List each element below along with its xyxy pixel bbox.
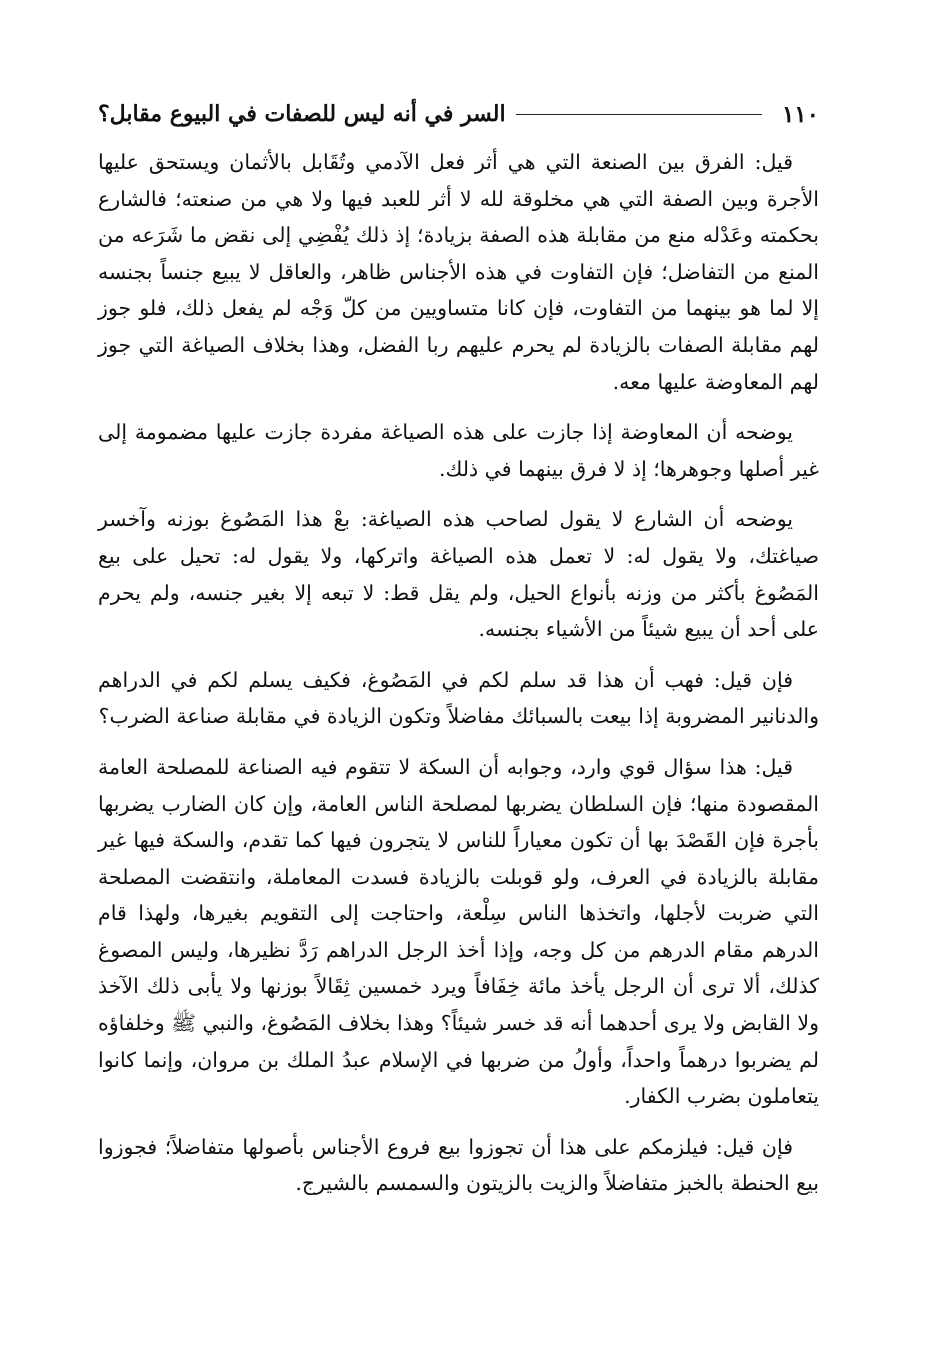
page-number: ١١٠ [781,100,819,128]
paragraph-4: فإن قيل: فهب أن هذا قد سلم لكم في المَصُوغ، فكيف يسلم لكم في الدراهم والدنانير المضروبة إذا بيعت بالسبائك مفاضلاً وتكون الزيادة في مقابلة صناعة الضرب؟ [98,667,819,729]
paragraph-3: يوضحه أن الشارع لا يقول لصاحب هذه الصياغة: بعْ هذا المَصُوغ بوزنه وآخسر صياغتك، ولا يقول له: لا تعمل هذه الصياغة واتركها، ولا يقول له: تحيل على بيع المَصُوغ بأكثر من وزنه بأنواع الحيل، ولم يقل قط: لا تبعه إلا بغير جنسه، ولم يحرم على أحد أن يبيع شيئاً من الأشياء بجنسه. [98,507,819,642]
page-header [98,96,819,132]
book-page [98,96,819,1324]
paragraph-1: قيل: الفرق بين الصنعة التي هي أثر فعل الآدمي وتُقَابل بالأثمان ويستحق عليها الأجرة وبين الصفة التي هي مخلوقة لله لا أثر للعبد فيها ولا هي من صنعته؛ فالشارع بحكمته وعَدْله منع من مقابلة هذه الصفة بزيادة؛ إذ ذلك يُفْضِي إلى نقض ما شَرَعه من المنع من التفاضل؛ فإن التفاوت في هذه الأجناس ظاهر، والعاقل لا يبيع جنساً بجنسه إلا لما هو بينهما من التفاوت، فإن كانا متساويين من كلّ وَجْه لم يفعل ذلك، فلو جوز لهم مقابلة الصفات بالزيادة لم يحرم عليهم ربا الفضل، وهذا بخلاف الصياغة التي جوز لهم المعاوضة عليها معه. [98,150,819,394]
paragraph-6: فإن قيل: فيلزمكم على هذا أن تجوزوا بيع فروع الأجناس بأصولها متفاضلاً؛ فجوزوا بيع الحنطة بالخبز متفاضلاً والزيت بالزيتون والسمسم بالشيرج. [98,1134,819,1196]
body-text [98,144,819,1202]
paragraph-2: يوضحه أن المعاوضة إذا جازت على هذه الصياغة مفردة جازت عليها مضمومة إلى غير أصلها وجوهرها؛ إذ لا فرق بينهما في ذلك. [98,420,819,481]
paragraph-5: قيل: هذا سؤال قوي وارد، وجوابه أن السكة لا تتقوم فيه الصناعة للمصلحة العامة المقصودة منها؛ فإن السلطان يضربها لمصلحة الناس العامة، وإن كان الضارب يضربها بأجرة فإن القَصْدَ بها أن تكون معياراً للناس لا يتجرون فيها كما تقدم، والسكة فيها غير مقابلة بالزيادة في العرف، ولو قوبلت بالزيادة فسدت المعاملة، وانتقضت المصلحة التي ضربت لأجلها، واتخذها الناس سِلْعة، واحتاجت إلى التقويم بغيرها، ولهذا قام الدرهم مقام الدرهم من كل وجه، وإذا أخذ الرجل الدراهم رَدَّ نظيرها، وليس المصوغ كذلك، ألا ترى أن الرجل يأخذ مائة خِفَافاً ويرد خمسين ثِقَالاً بوزنها ولا يأبى ذلك الآخذ ولا القابض ولا يرى أحدهما أنه قد خسر شيئاً؟ وهذا بخلاف المَصُوغ، والنبي ﷺ وخلفاؤه لم يضربوا درهماً واحداً، وأولُ من ضربها في الإسلام عبدُ الملك بن مروان، وإنما كانوا يتعاملون بضرب الكفار. [98,754,819,1109]
header-rule [516,114,762,115]
running-title: السر في أنه ليس للصفات في البيوع مقابل؟ [98,101,506,127]
